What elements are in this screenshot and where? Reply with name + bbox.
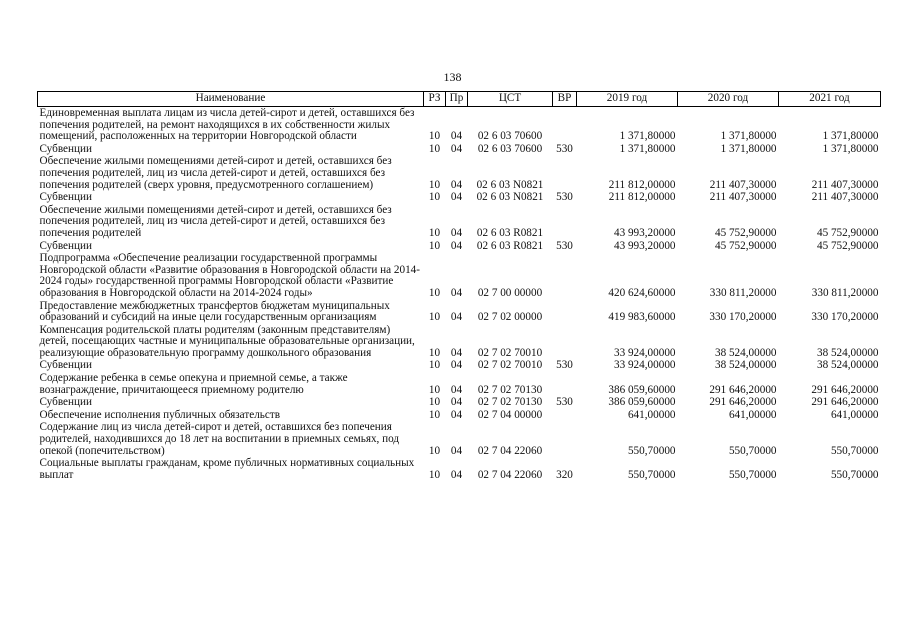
table-row — [38, 421, 881, 457]
row-vr — [553, 409, 577, 422]
row-rz: 10 — [428, 408, 441, 421]
row-value-2019: 641,00000 — [627, 408, 676, 421]
row-value-2019: 1 371,80000 — [619, 130, 676, 143]
table-row — [38, 191, 881, 204]
row-value-2019: 43 993,20000 — [613, 239, 676, 252]
table-row — [38, 240, 881, 253]
row-vr: 530 — [556, 142, 573, 155]
row-value-2019: 211 812,00000 — [608, 191, 676, 204]
row-rz: 10 — [428, 396, 441, 409]
row-pr: 04 — [450, 239, 463, 252]
col-header-rz: РЗ — [424, 92, 446, 107]
table-header — [38, 92, 881, 107]
row-vr — [553, 204, 577, 240]
row-cst: 02 6 03 N0821 — [476, 191, 544, 204]
row-vr: 320 — [556, 468, 573, 481]
row-rz: 10 — [428, 142, 441, 155]
row-name: Предоставление межбюджетных трансфертов бюджетам муниципальных образований и субсидий на иные цели государственным организациям — [39, 299, 390, 324]
row-rz: 10 — [428, 444, 441, 457]
row-name: Обеспечение жилыми помещениями детей-сирот и детей, оставшихся без попечения родителей, лиц из числа детей-сирот и детей, оставшихся без попечения родителей (сверх уровня, предусмотренного соглашением) — [39, 155, 392, 191]
col-header-2019: 2019 год — [577, 92, 678, 107]
page-number: 138 — [443, 70, 462, 84]
table-row — [38, 155, 881, 191]
row-value-2021: 38 524,00000 — [816, 346, 879, 359]
row-value-2021: 330 811,20000 — [811, 286, 879, 299]
row-rz: 10 — [428, 311, 441, 324]
row-cst: 02 7 02 70130 — [477, 383, 543, 396]
row-value-2020: 641,00000 — [728, 408, 777, 421]
row-rz: 10 — [428, 226, 441, 239]
row-value-2020: 38 524,00000 — [714, 359, 777, 372]
col-header-name: Наименование — [38, 92, 424, 107]
row-rz: 10 — [428, 191, 441, 204]
table-body — [38, 107, 881, 482]
row-value-2020: 330 170,20000 — [709, 311, 777, 324]
row-vr — [553, 252, 577, 299]
row-value-2019: 43 993,20000 — [613, 226, 676, 239]
row-rz: 10 — [428, 359, 441, 372]
row-cst: 02 6 03 N0821 — [476, 178, 544, 191]
row-name: Компенсация родительской платы родителям (законным представителям) детей, посещающих частные и муниципальные образовательные организации, реализующие образовательную программу дошкольного образования — [39, 323, 415, 359]
row-value-2020: 291 646,20000 — [709, 396, 777, 409]
row-value-2021: 211 407,30000 — [811, 191, 879, 204]
budget-table — [37, 91, 881, 481]
col-header-cst: ЦСТ — [468, 92, 553, 107]
row-cst: 02 6 03 R0821 — [476, 226, 544, 239]
row-value-2020: 45 752,90000 — [714, 226, 777, 239]
row-value-2021: 211 407,30000 — [811, 178, 879, 191]
row-rz: 10 — [428, 468, 441, 481]
row-value-2020: 211 407,30000 — [709, 191, 777, 204]
row-rz: 10 — [428, 383, 441, 396]
row-value-2019: 33 924,00000 — [613, 346, 676, 359]
row-name: Обеспечение исполнения публичных обязательств — [39, 408, 281, 421]
col-header-vr: ВР — [553, 92, 577, 107]
row-name: Субвенции — [39, 359, 92, 372]
row-vr — [553, 107, 577, 143]
row-name: Субвенции — [39, 142, 92, 155]
table-row — [38, 324, 881, 360]
row-cst: 02 7 02 00000 — [477, 311, 543, 324]
row-name: Обеспечение жилыми помещениями детей-сирот и детей, оставшихся без попечения родителей, лиц из числа детей-сирот и детей, оставшихся без попечения родителей — [39, 203, 392, 239]
row-vr — [553, 421, 577, 457]
row-rz: 10 — [428, 178, 441, 191]
row-pr: 04 — [450, 226, 463, 239]
row-value-2021: 1 371,80000 — [822, 142, 879, 155]
row-value-2021: 330 170,20000 — [811, 311, 879, 324]
table-row — [38, 143, 881, 156]
row-rz: 10 — [428, 286, 441, 299]
row-pr: 04 — [450, 178, 463, 191]
table-row — [38, 457, 881, 481]
row-value-2020: 291 646,20000 — [709, 383, 777, 396]
row-value-2021: 291 646,20000 — [811, 396, 879, 409]
row-value-2019: 420 624,60000 — [608, 286, 676, 299]
row-cst: 02 7 04 22060 — [477, 468, 543, 481]
table-row — [38, 359, 881, 372]
row-pr: 04 — [450, 286, 463, 299]
table-row — [38, 300, 881, 324]
row-vr — [553, 300, 577, 324]
row-vr — [553, 155, 577, 191]
row-value-2021: 291 646,20000 — [811, 383, 879, 396]
row-name: Содержание лиц из числа детей-сирот и детей, оставшихся без попечения родителей, находившихся до 18 лет на воспитании в приемных семьях, под опекой (попечительством) — [39, 421, 400, 457]
row-pr: 04 — [450, 346, 463, 359]
row-vr: 530 — [556, 359, 573, 372]
row-cst: 02 7 04 22060 — [477, 444, 543, 457]
row-value-2019: 550,70000 — [627, 444, 676, 457]
row-pr: 04 — [450, 396, 463, 409]
row-value-2020: 550,70000 — [728, 444, 777, 457]
row-name: Субвенции — [39, 396, 92, 409]
row-cst: 02 6 03 70600 — [477, 130, 543, 143]
row-rz: 10 — [428, 130, 441, 143]
table-row — [38, 204, 881, 240]
row-name: Подпрограмма «Обеспечение реализации государственной программы Новгородской области «Развитие образования в Новгородской области на 2014-2024 годы» государственной программы Новгородской области «Развитие образования в Новгородской области на 2014-2024 годы» — [39, 252, 420, 299]
row-name: Единовременная выплата лицам из числа детей-сирот и детей, оставшихся без попечения родителей, на ремонт находящихся в их собственности жилых помещений, расположенных на территории Новгородской области — [39, 107, 415, 143]
row-cst: 02 6 03 70600 — [477, 142, 543, 155]
col-header-2020: 2020 год — [678, 92, 779, 107]
col-header-pr: Пр — [446, 92, 468, 107]
row-value-2021: 641,00000 — [830, 408, 879, 421]
row-cst: 02 6 03 R0821 — [476, 239, 544, 252]
table-row — [38, 372, 881, 396]
table-row — [38, 252, 881, 299]
row-value-2019: 33 924,00000 — [613, 359, 676, 372]
row-name: Субвенции — [39, 239, 92, 252]
row-pr: 04 — [450, 142, 463, 155]
row-cst: 02 7 02 70130 — [477, 396, 543, 409]
row-rz: 10 — [428, 346, 441, 359]
table-row — [38, 107, 881, 143]
row-value-2019: 1 371,80000 — [619, 142, 676, 155]
row-name: Субвенции — [39, 191, 92, 204]
row-value-2021: 1 371,80000 — [822, 130, 879, 143]
row-value-2020: 1 371,80000 — [720, 142, 777, 155]
table-row — [38, 396, 881, 409]
row-vr: 530 — [556, 191, 573, 204]
row-name: Содержание ребенка в семье опекуна и приемной семье, а также вознаграждение, причитающееся приемному родителю — [39, 372, 348, 396]
row-cst: 02 7 04 00000 — [477, 408, 543, 421]
row-pr: 04 — [450, 383, 463, 396]
row-name: Социальные выплаты гражданам, кроме публичных нормативных социальных выплат — [39, 457, 415, 481]
col-header-2021: 2021 год — [779, 92, 881, 107]
row-value-2020: 38 524,00000 — [714, 346, 777, 359]
row-value-2020: 330 811,20000 — [709, 286, 777, 299]
row-value-2019: 211 812,00000 — [608, 178, 676, 191]
row-value-2021: 45 752,90000 — [816, 226, 879, 239]
row-pr: 04 — [450, 311, 463, 324]
row-vr: 530 — [556, 239, 573, 252]
row-cst: 02 7 00 00000 — [477, 286, 543, 299]
row-value-2021: 38 524,00000 — [816, 359, 879, 372]
row-vr — [553, 372, 577, 396]
row-pr: 04 — [450, 191, 463, 204]
row-value-2021: 550,70000 — [830, 444, 879, 457]
row-value-2021: 550,70000 — [830, 468, 879, 481]
row-vr — [553, 324, 577, 360]
row-value-2021: 45 752,90000 — [816, 239, 879, 252]
row-value-2020: 550,70000 — [728, 468, 777, 481]
row-pr: 04 — [450, 444, 463, 457]
row-value-2020: 1 371,80000 — [720, 130, 777, 143]
row-pr: 04 — [450, 130, 463, 143]
row-value-2019: 419 983,60000 — [608, 311, 676, 324]
row-value-2020: 45 752,90000 — [714, 239, 777, 252]
row-cst: 02 7 02 70010 — [477, 359, 543, 372]
row-value-2019: 386 059,60000 — [608, 383, 676, 396]
row-value-2019: 550,70000 — [627, 468, 676, 481]
row-pr: 04 — [450, 468, 463, 481]
row-cst: 02 7 02 70010 — [477, 346, 543, 359]
row-pr: 04 — [450, 359, 463, 372]
row-value-2020: 211 407,30000 — [709, 178, 777, 191]
row-rz: 10 — [428, 239, 441, 252]
row-pr: 04 — [450, 408, 463, 421]
table-row — [38, 409, 881, 422]
row-value-2019: 386 059,60000 — [608, 396, 676, 409]
row-vr: 530 — [556, 396, 573, 409]
